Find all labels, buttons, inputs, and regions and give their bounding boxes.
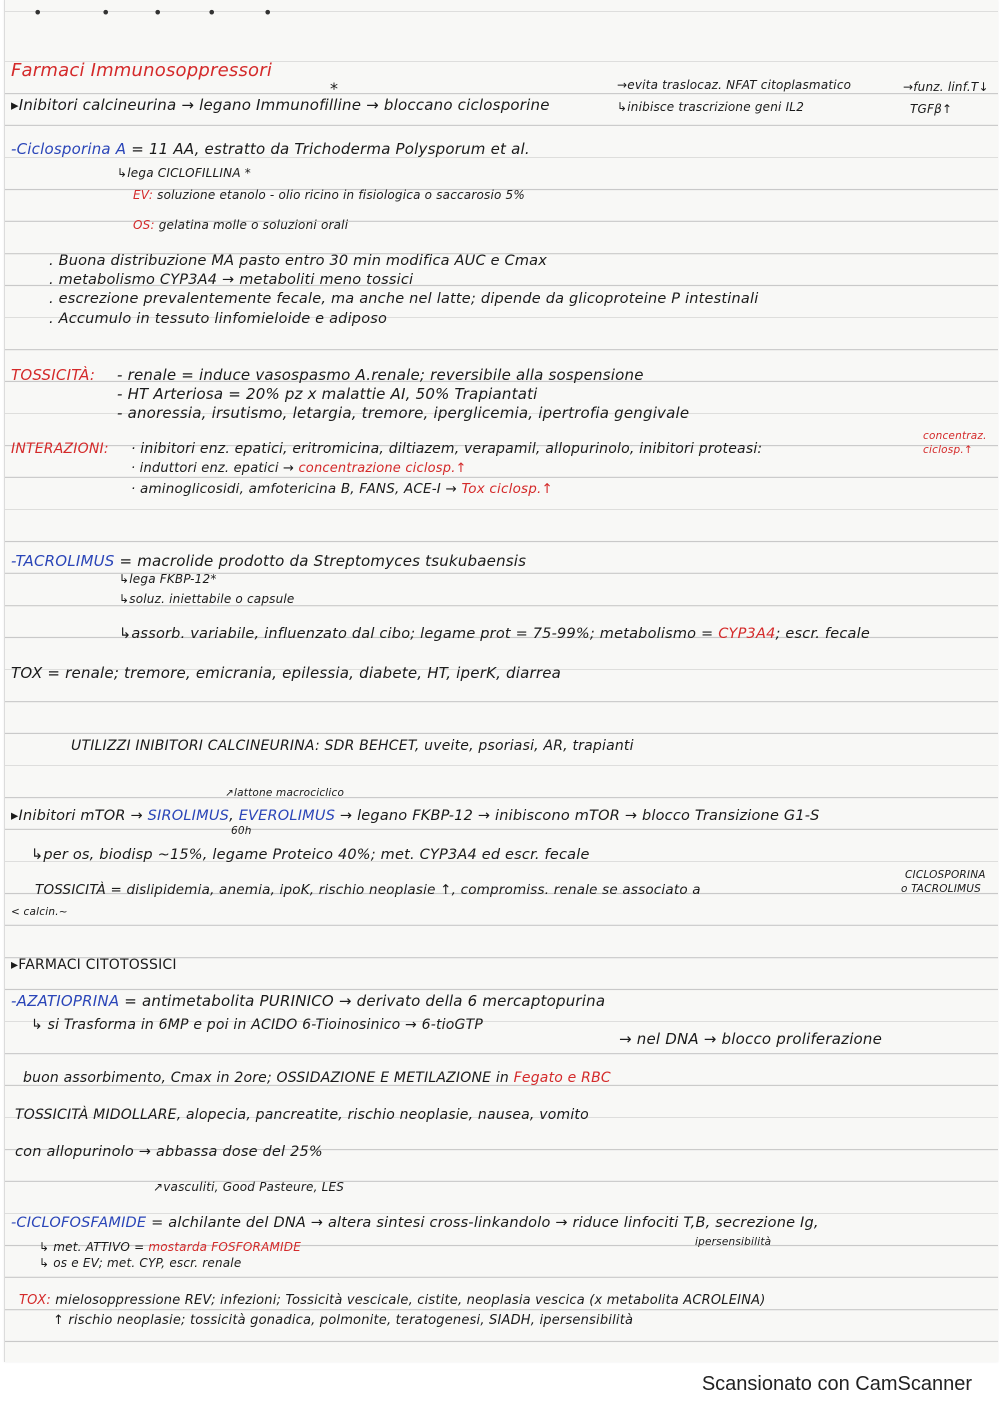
tox-line-2: - HT Arteriosa = 20% pz x malattie AI, 50% Trapiantati xyxy=(117,385,538,403)
concentraz-note: concentraz. xyxy=(923,430,987,442)
metabolita-attivo: ↳ met. ATTIVO = xyxy=(39,1240,145,1254)
il2-effect: ↳inibisce trascrizione geni IL2 xyxy=(617,100,805,114)
tgf-result: TGFβ↑ xyxy=(910,102,953,116)
ipersensibilita-note: ipersensibilità xyxy=(695,1236,772,1248)
azatioprina-tox: TOSSICITÀ MIDOLLARE, alopecia, pancreatite, rischio neoplasie, nausea, vomito xyxy=(15,1107,589,1123)
ciclosporina-desc: = 11 AA, estratto da Trichoderma Polysporum et al. xyxy=(131,140,530,158)
tox-line-3: - anoressia, irsutismo, letargia, tremore, iperglicemia, ipertrofia gengivale xyxy=(117,404,690,422)
ciclofosfamide-uses: ↗vasculiti, Good Pasteure, LES xyxy=(153,1180,345,1194)
azatioprina-abs: buon assorbimento, Cmax in 2ore; OSSIDAZIONE E METILAZIONE in xyxy=(23,1070,509,1086)
pk-line-4: . Accumulo in tessuto linfomieloide e adiposo xyxy=(49,311,388,327)
mtor-pk: ↳per os, biodisp ~15%, legame Proteico 40%; met. CYP3A4 ed escr. fecale xyxy=(31,847,590,863)
tacrolimus-escr: ; escr. fecale xyxy=(775,626,870,642)
tacrolimus-assorb: ↳assorb. variabile, influenzato dal cibo; legame prot = 75-99%; metabolismo = xyxy=(119,626,714,642)
halflife-note: 60h xyxy=(231,825,252,837)
tacrolimus-tox: TOX = renale; tremore, emicrania, epilessia, diabete, HT, iperK, diarrea xyxy=(11,664,562,682)
ciclosp-note: ciclosp.↑ xyxy=(923,444,973,456)
azatioprina-dna: → nel DNA → blocco proliferazione xyxy=(619,1030,883,1048)
page-title: Farmaci Immunosoppressori xyxy=(11,60,273,81)
azatioprina-trasf: ↳ si Trasforma in 6MP e poi in ACIDO 6-Tioinosinico → 6-tioGTP xyxy=(31,1017,483,1033)
binder-holes: • • • • • xyxy=(33,3,273,22)
ciclofosfamide-route: ↳ os e EV; met. CYP, escr. renale xyxy=(39,1256,242,1270)
mtor-tox: TOSSICITÀ = dislipidemia, anemia, ipoK, rischio neoplasie ↑, compromiss. renale se associato a xyxy=(35,882,701,898)
tacrolimus-note: o TACROLIMUS xyxy=(901,883,982,895)
citotossici-heading: ▸FARMACI CITOTOSSICI xyxy=(11,957,177,973)
azatioprina-desc: = antimetabolita PURINICO → derivato della 6 mercaptopurina xyxy=(124,992,606,1010)
ciclofillina-line: ↳lega CICLOFILLINA * xyxy=(117,166,251,180)
mtor-label: ▸Inibitori mTOR → xyxy=(11,808,143,824)
pk-line-3: . escrezione prevalentemente fecale, ma anche nel latte; dipende da glicoproteine P intestinali xyxy=(49,291,759,307)
interazioni-line-3-effect: Tox ciclosp.↑ xyxy=(461,481,554,497)
azatioprina-label: -AZATIOPRINA xyxy=(11,992,120,1010)
sirolimus: SIROLIMUS xyxy=(147,808,230,824)
tacrolimus-cyp: CYP3A4 xyxy=(718,626,776,642)
tossicita-label: TOSSICITÀ: xyxy=(11,366,96,384)
mtor-comma: , xyxy=(229,808,234,824)
ciclosporina-label: -Ciclosporina A xyxy=(11,140,127,158)
tacrolimus-fkbp: ↳lega FKBP-12* xyxy=(119,572,217,586)
azatioprina-site: Fegato e RBC xyxy=(513,1070,611,1086)
os-label: OS: xyxy=(133,218,155,232)
calcineurina-line: ▸Inibitori calcineurina → legano Immunofilline → bloccano ciclosporine xyxy=(11,96,550,114)
tox-label: TOX: xyxy=(19,1293,51,1308)
ciclofosfamide-label: -CICLOFOSFAMIDE xyxy=(11,1215,147,1231)
azatioprina-allopurinolo: con allopurinolo → abbassa dose del 25% xyxy=(15,1144,323,1160)
interazioni-line-3: · aminoglicosidi, amfotericina B, FANS, ACE-I → xyxy=(131,481,457,497)
os-text: gelatina molle o soluzioni orali xyxy=(158,218,349,232)
immunofilline-star: * xyxy=(330,79,339,98)
interazioni-label: INTERAZIONI: xyxy=(11,441,109,457)
ev-text: soluzione etanolo - olio ricino in fisiologica o saccarosio 5% xyxy=(157,188,525,202)
notebook-page xyxy=(4,0,998,1362)
ciclofosfamide-desc: = alchilante del DNA → altera sintesi cross-linkandolo → riduce linfociti T,B, secrezione Ig, xyxy=(151,1215,819,1231)
ev-label: EV: xyxy=(133,188,154,202)
nfat-effect: →evita traslocaz. NFAT citoplasmatico xyxy=(617,78,852,92)
pk-line-1: . Buona distribuzione MA pasto entro 30 min modifica AUC e Cmax xyxy=(49,253,548,269)
ciclofosfamide-tox-1: mielosoppressione REV; infezioni; Tossicità vescicale, cistite, neoplasia vescica (x metabolita ACROLEINA) xyxy=(55,1293,766,1308)
interazioni-line-2-effect: concentrazione ciclosp.↑ xyxy=(298,461,467,476)
ciclofosfamide-tox-2: ↑ rischio neoplasie; tossicità gonadica, polmonite, teratogenesi, SIADH, ipersensibilità xyxy=(53,1313,634,1328)
pk-line-2: . metabolismo CYP3A4 → metaboliti meno tossici xyxy=(49,272,414,288)
camscanner-footer: Scansionato con CamScanner xyxy=(701,1373,972,1395)
calcin-note: < calcin.~ xyxy=(11,906,68,918)
tacrolimus-soluz: ↳soluz. iniettabile o capsule xyxy=(119,592,295,606)
tacrolimus-desc: = macrolide prodotto da Streptomyces tsukubaensis xyxy=(119,552,527,570)
mtor-mechanism: → legano FKBP-12 → inibiscono mTOR → blocco Transizione G1-S xyxy=(339,808,820,824)
tacrolimus-label: -TACROLIMUS xyxy=(11,552,115,570)
everolimus: EVEROLIMUS xyxy=(238,808,336,824)
mostarda-fosforamide: mostarda FOSFORAMIDE xyxy=(148,1240,301,1254)
tox-line-1: - renale = induce vasospasmo A.renale; reversibile alla sospensione xyxy=(117,366,644,384)
lattone-note: ↗lattone macrociclico xyxy=(225,787,345,799)
linf-result: →funz. linf.T↓ xyxy=(903,80,989,94)
ciclosporina-note: CICLOSPORINA xyxy=(905,869,986,881)
interazioni-line-2: · induttori enz. epatici → xyxy=(131,461,295,476)
utilizzi-line: UTILIZZI INIBITORI CALCINEURINA: SDR BEHCET, uveite, psoriasi, AR, trapianti xyxy=(71,738,634,754)
interazioni-line-1: · inibitori enz. epatici, eritromicina, diltiazem, verapamil, allopurinolo, inibitori proteasi: xyxy=(131,441,763,457)
